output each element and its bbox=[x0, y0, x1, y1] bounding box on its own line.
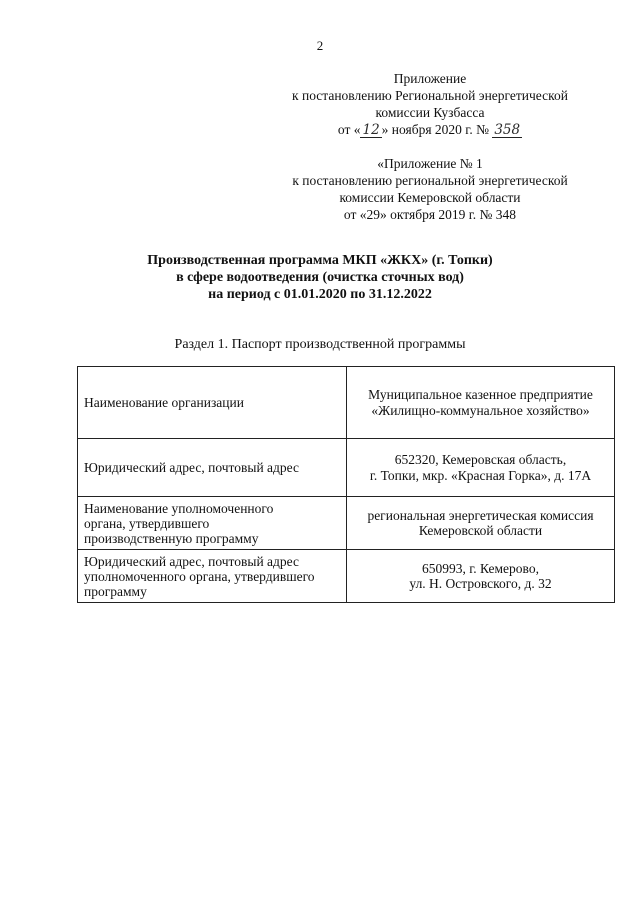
row-value-line: «Жилищно-коммунальное хозяйство» bbox=[371, 402, 590, 418]
appendix-previous-date-line: от «29» октября 2019 г. № 348 bbox=[343, 207, 517, 222]
row-value bbox=[347, 550, 615, 603]
section-title: Раздел 1. Паспорт производственной программы bbox=[174, 337, 466, 352]
table-row bbox=[78, 439, 615, 497]
appendix-commission-line: комиссии Кузбасса bbox=[375, 105, 485, 120]
row-value-line: г. Топки, мкр. «Красная Горка», д. 17А bbox=[369, 467, 592, 483]
row-label-line: Наименование уполномоченного bbox=[84, 500, 274, 516]
row-value-line: региональная энергетическая комиссия bbox=[367, 508, 594, 523]
page-number: 2 bbox=[316, 38, 324, 53]
row-value-line: 652320, Кемеровская область, bbox=[394, 451, 567, 467]
row-value-line: Муниципальное казенное предприятие bbox=[368, 386, 593, 402]
row-label bbox=[78, 550, 347, 603]
row-value-line: 650993, г. Кемерово, bbox=[422, 561, 539, 576]
appendix-title: Приложение bbox=[393, 71, 467, 86]
appendix-resolution-line: к постановлению Региональной энергетической bbox=[292, 88, 568, 103]
date-middle: » ноября 2020 г. № bbox=[381, 122, 489, 137]
row-value bbox=[347, 367, 615, 439]
table-row bbox=[78, 550, 615, 603]
program-title-line-3: на период с 01.01.2020 по 31.12.2022 bbox=[208, 287, 432, 302]
row-value bbox=[347, 497, 615, 550]
appendix-previous-resolution-line: к постановлению региональной энергетической bbox=[292, 173, 568, 188]
row-label-line: Юридический адрес, почтовый адрес bbox=[84, 459, 299, 475]
table-row bbox=[78, 497, 615, 550]
row-label-line: Юридический адрес, почтовый адрес bbox=[84, 553, 299, 569]
appendix-header-previous bbox=[240, 155, 620, 223]
appendix-previous-commission-line: комиссии Кемеровской области bbox=[339, 190, 521, 205]
row-label-line: органа, утвердившего bbox=[84, 515, 210, 531]
program-title-line-2: в сфере водоотведения (очистка сточных вод) bbox=[176, 270, 464, 285]
row-value bbox=[347, 439, 615, 497]
date-prefix: от « bbox=[337, 122, 361, 137]
appendix-previous-title: «Приложение № 1 bbox=[377, 156, 483, 171]
appendix-header-current bbox=[240, 70, 620, 138]
program-title-line-1: Производственная программа МКП «ЖКХ» (г. Топки) bbox=[147, 253, 493, 268]
row-label-line: производственную программу bbox=[84, 530, 259, 546]
row-label-line: Наименование организации bbox=[84, 394, 244, 410]
row-value-line: ул. Н. Островского, д. 32 bbox=[409, 576, 552, 591]
passport-table bbox=[77, 366, 615, 603]
handwritten-number: 358 bbox=[494, 122, 521, 138]
row-label-line: уполномоченного органа, утвердившего bbox=[84, 568, 315, 584]
program-title bbox=[0, 252, 640, 303]
table-row bbox=[78, 367, 615, 439]
appendix-date-line bbox=[240, 121, 620, 138]
row-value-line: Кемеровской области bbox=[418, 523, 543, 538]
handwritten-day: 12 bbox=[362, 122, 380, 138]
row-label bbox=[78, 439, 347, 497]
row-label bbox=[78, 497, 347, 550]
row-label-line: программу bbox=[84, 583, 147, 599]
row-label bbox=[78, 367, 347, 439]
